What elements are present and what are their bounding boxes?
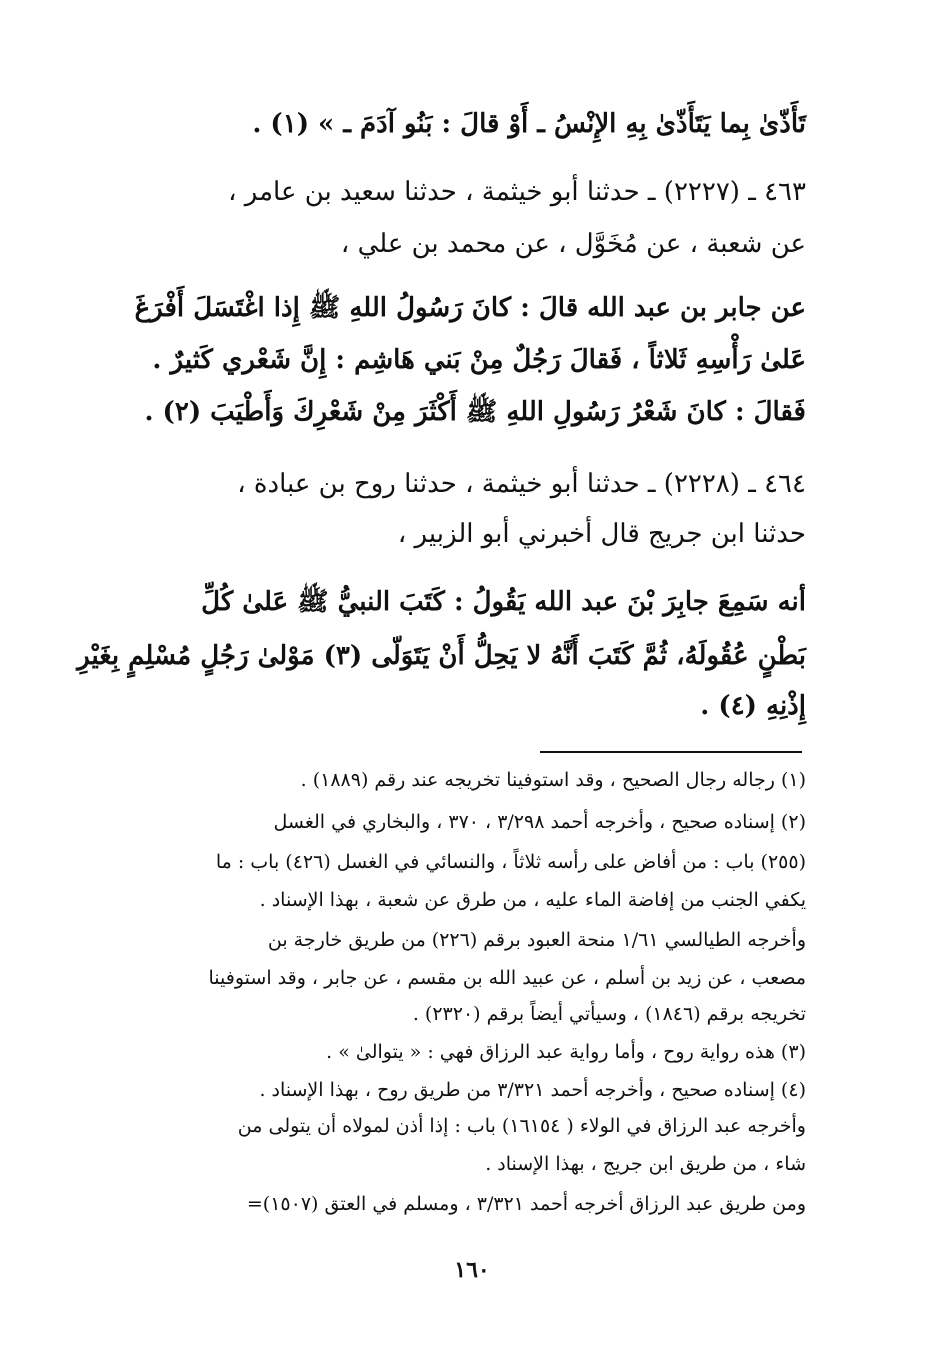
hadith-chain-line: ٤٦٣ ـ (٢٢٢٧) ـ حدثنا أبو خيثمة ، حدثنا سعيد بن عامر ، — [228, 177, 806, 207]
footnote-line: يكفي الجنب من إفاضة الماء عليه ، من طرق عن شعبة ، بهذا الإسناد . — [259, 889, 806, 911]
footnote-line: مصعب ، عن زيد بن أسلم ، عن عبيد الله بن مقسم ، عن جابر ، وقد استوفينا — [208, 967, 806, 989]
hadith-chain-line: حدثنا ابن جريج قال أخبرني أبو الزبير ، — [397, 519, 806, 549]
footnote-line: (٢) إسناده صحيح ، وأخرجه أحمد ٣/٢٩٨ ، ٣٧٠ ، والبخاري في الغسل — [273, 811, 806, 833]
footnote-line: (٤) إسناده صحيح ، وأخرجه أحمد ٣/٣٢١ من طريق روح ، بهذا الإسناد . — [259, 1079, 806, 1101]
footnote-line: شاء ، من طريق ابن جريج ، بهذا الإسناد . — [485, 1153, 806, 1175]
page-number: ١٦٠ — [454, 1257, 490, 1283]
hadith-chain-line: عن شعبة ، عن مُخَوَّل ، عن محمد بن علي ، — [340, 229, 806, 259]
hadith-text-line: فَقالَ : كانَ شَعْرُ رَسُولِ اللهِ ﷺ أَكْثَرَ مِنْ شَعْرِكَ وَأَطْيَبَ (٢) . — [144, 397, 806, 427]
hadith-text-line: عَلىٰ رَأْسِهِ ثَلاثاً ، فَقالَ رَجُلٌ مِنْ بَني هَاشِم : إِنَّ شَعْري كَثيرٌ . — [152, 345, 806, 375]
footnote-line: تخريجه برقم (١٨٤٦) ، وسيأتي أيضاً برقم (٢٣٢٠) . — [412, 1003, 806, 1025]
hadith-text-line: إِذْنِهِ (٤) . — [700, 691, 806, 721]
hadith-chain-line: ٤٦٤ ـ (٢٢٢٨) ـ حدثنا أبو خيثمة ، حدثنا روح بن عبادة ، — [237, 469, 806, 499]
footnote-line: وأخرجه الطيالسي ١/٦١ منحة العبود برقم (٢٢٦) من طريق خارجة بن — [267, 929, 806, 951]
footnote-separator — [540, 751, 802, 753]
footnote-line: ومن طريق عبد الرزاق أخرجه أحمد ٣/٣٢١ ، ومسلم في العتق (١٥٠٧)= — [246, 1193, 806, 1215]
hadith-text-line: تَأَذّىٰ بِما يَتَأَذّىٰ بِهِ الإِنْسُ ـ أَوْ قالَ : بَنُو آدَمَ ـ » (١) . — [252, 109, 806, 139]
footnote-line: (٢٥٥) باب : من أفاض على رأسه ثلاثاً ، والنسائي في الغسل (٤٢٦) باب : ما — [215, 851, 806, 873]
footnote-line: (٣) هذه رواية روح ، وأما رواية عبد الرزاق فهي : « يتوالىٰ » . — [326, 1041, 806, 1063]
footnote-line: وأخرجه عبد الرزاق في الولاء ( ١٦١٥٤) باب : إذا أذن لمولاه أن يتولى من — [237, 1115, 806, 1137]
hadith-text-line: بَطْنٍ عُقُولَهُ، ثُمَّ كَتَبَ أَنَّهُ لا يَحِلُّ أَنْ يَتَوَلّى (٣) مَوْلىٰ رَجُلٍ مُسْلِمٍ بِغَيْرِ — [77, 641, 806, 671]
hadith-text-line: أنه سَمِعَ جابِرَ بْنَ عبد الله يَقُولُ : كَتَبَ النبيُّ ﷺ عَلىٰ كُلِّ — [201, 587, 806, 617]
footnote-line: (١) رجاله رجال الصحيح ، وقد استوفينا تخريجه عند رقم (١٨٨٩) . — [300, 769, 806, 791]
hadith-text-line: عن جابر بن عبد الله قالَ : كانَ رَسُولُ اللهِ ﷺ إِذا اغْتَسَلَ أَفْرَغَ — [134, 293, 806, 323]
